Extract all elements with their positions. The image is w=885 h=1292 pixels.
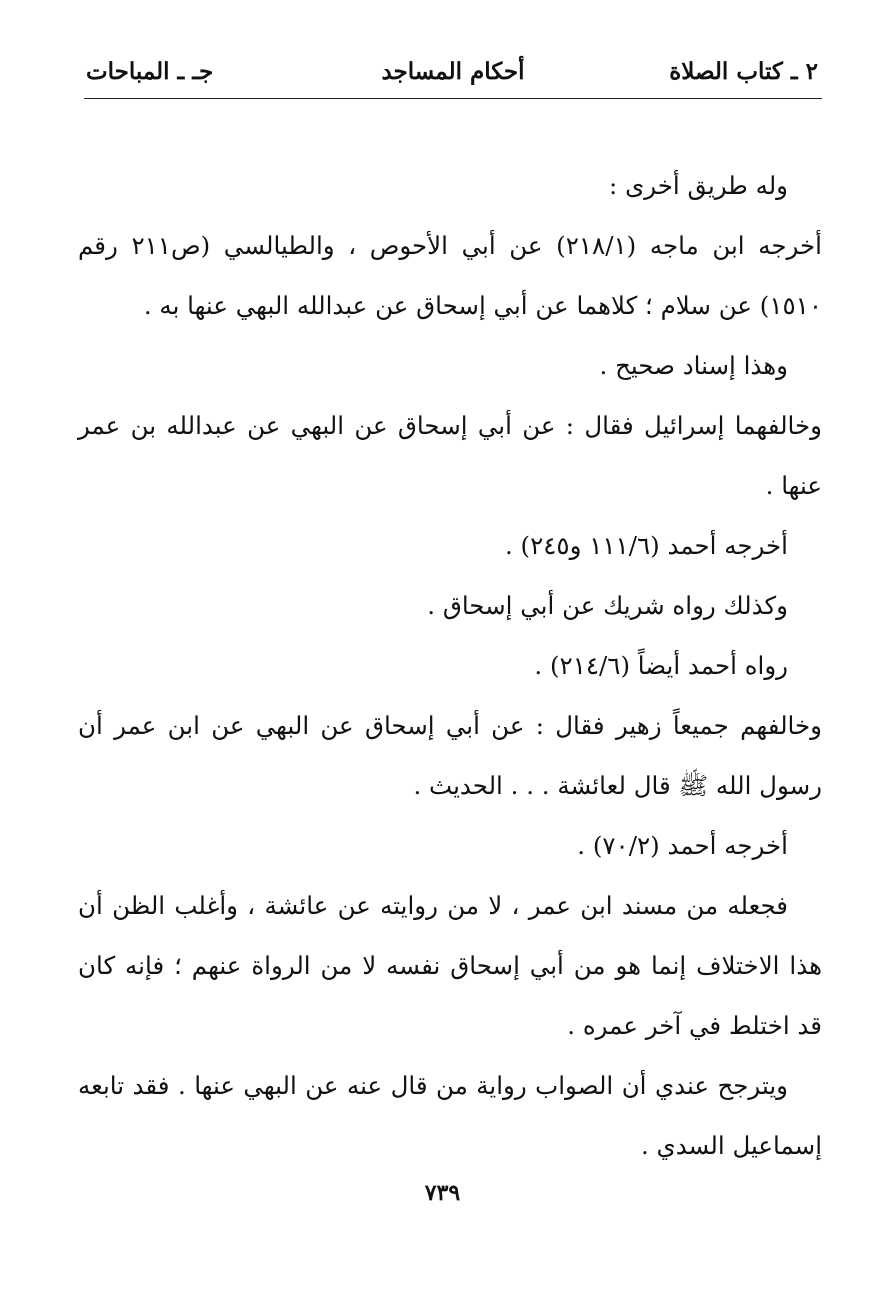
paragraph: وهذا إسناد صحيح .: [599, 351, 788, 380]
page-number: ٧٣٩: [424, 1180, 461, 1206]
paragraph: وخالفهم جميعاً زهير فقال : عن أبي إسحاق عن البهي عن ابن عمر أن رسول الله ﷺ قال لعائشة . . . الحديث .: [78, 711, 822, 800]
paragraph: ويترجح عندي أن الصواب رواية من قال عنه عن البهي عنها . فقد تابعه إسماعيل السدي .: [78, 1071, 822, 1160]
header-chapter-title: أحكام المساجد: [381, 58, 525, 85]
paragraph: أخرجه أحمد (١١١/٦ و٢٤٥) .: [504, 531, 788, 560]
running-header: [84, 54, 822, 99]
paragraph: فجعله من مسند ابن عمر ، لا من روايته عن عائشة ، وأغلب الظن أن هذا الاختلاف إنما هو من أبي إسحاق نفسه لا من الرواة عنهم ؛ فإنه كان قد اختلط في آخر عمره .: [78, 891, 822, 1040]
header-book-title: ٢ ـ كتاب الصلاة: [669, 58, 818, 85]
paragraph: رواه أحمد أيضاً (٢١٤/٦) .: [534, 651, 788, 680]
header-section-title: جـ ـ المباحات: [86, 58, 214, 85]
paragraph: أخرجه أحمد (٧٠/٢) .: [577, 831, 788, 860]
paragraph: وله طريق أخرى :: [609, 171, 788, 200]
paragraph: أخرجه ابن ماجه (٢١٨/١) عن أبي الأحوص ، والطيالسي (ص٢١١ رقم ١٥١٠) عن سلام ؛ كلاهما عن أبي إسحاق عن عبدالله البهي عنها به .: [78, 231, 822, 320]
paragraph: وخالفهما إسرائيل فقال : عن أبي إسحاق عن البهي عن عبدالله بن عمر عنها .: [78, 411, 822, 500]
paragraph: وكذلك رواه شريك عن أبي إسحاق .: [427, 591, 788, 620]
main-text: [78, 156, 822, 1176]
